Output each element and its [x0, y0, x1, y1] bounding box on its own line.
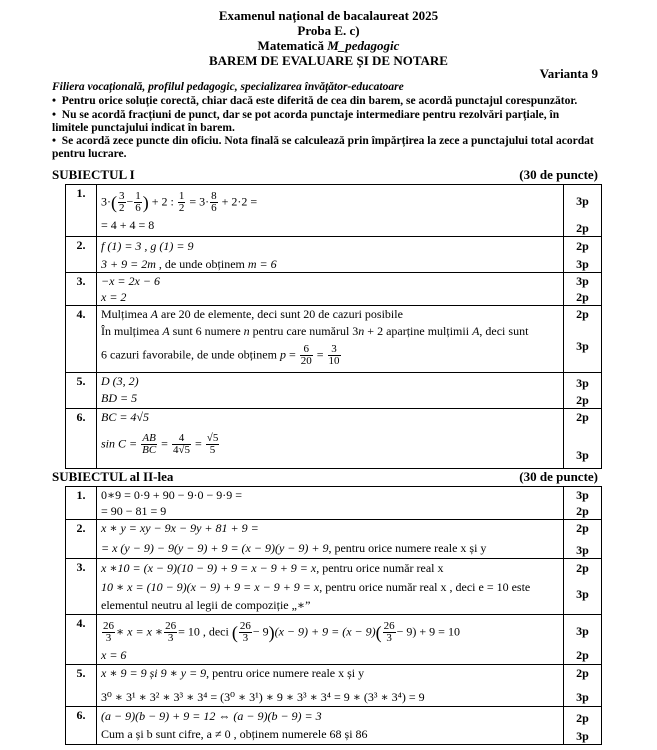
s2-r5-p1: 2p — [576, 666, 589, 680]
s1-r2-result: m = 6 — [247, 257, 277, 271]
s1-row-2-num: 2. — [66, 237, 97, 273]
s2-row-2-content — [97, 520, 564, 559]
s2-r3-p1: 2p — [576, 561, 589, 575]
track-line: Filiera vocațională, profilul pedagogic, specializarea învățător-educatoare — [52, 81, 404, 93]
s1-row-3 — [66, 273, 602, 306]
s1-r6-line-a: BC = 4√5 — [101, 410, 150, 424]
s2-row-4-pts — [564, 615, 602, 665]
s2-r1-p2: 2p — [576, 504, 589, 518]
s2-r1-line-b: = 90 − 81 = 9 — [101, 504, 167, 518]
s1-r4-p2: 3p — [576, 339, 589, 353]
s1-r2-text: , de unde obținem — [158, 257, 245, 271]
s1-row-6-content — [97, 409, 564, 469]
s2-r5-a2: , pentru orice numere reale x și y — [206, 666, 365, 680]
s2-row-1-pts — [564, 487, 602, 520]
s2-r4-p2: 2p — [576, 648, 589, 662]
s2-r1-p1: 3p — [576, 488, 589, 502]
s1-row-5 — [66, 373, 602, 409]
subject2-table — [65, 486, 602, 745]
s1-row-1 — [66, 185, 602, 237]
s1-r4-a1: Mulțimea — [101, 307, 148, 321]
s2-r3-p2: 3p — [576, 587, 589, 601]
s2-row-1-num: 1. — [66, 487, 97, 520]
s1-r4-b5: , deci sunt — [479, 324, 529, 338]
frac: $\frac{26}{3}$ — [383, 620, 395, 644]
exam-subject — [0, 38, 657, 53]
s1-r4-line-b: În mulțimea A sunt 6 numere n pentru care numărul 3n + 2 aparține mulțimii A, deci sunt — [101, 324, 529, 338]
s2-r4-a4: (x − 9) + 9 = (x − 9) — [274, 624, 376, 639]
s1-row-1-content — [97, 185, 564, 237]
s2-row-4 — [66, 615, 602, 665]
s2-r5-line-b: 3⁰ ∗ 3¹ ∗ 3² ∗ 3³ ∗ 3⁴ = (3⁰ ∗ 3¹) ∗ 9 ∗ 3³ ∗ 3⁴ = 9 ∗ (3³ ∗ 3⁴) = 9 — [101, 690, 425, 704]
s1-row-2-content — [97, 237, 564, 273]
s2-r4-line-a: $\frac{26}{3}$ ∗ x = x ∗ $\frac{26}{3}$ = 10 , deci ( $\frac{26}{3}$ − 9)(x − 9) + 9 = (x − 9)( $\frac{26}{3}$ − 9) + 9 = 10 — [103, 620, 460, 644]
s2-r3-a2: , pentru orice număr real x — [316, 561, 444, 575]
s1-r4-b2: sunt 6 numere — [172, 324, 241, 338]
s1-r4-b3: pentru care numărul — [252, 324, 350, 338]
s1-row-1-pts — [564, 185, 602, 237]
s2-row-2-pts — [564, 520, 602, 559]
s2-r4-line-b: x = 6 — [101, 648, 127, 662]
s1-row-6-num: 6. — [66, 409, 97, 469]
subject1-table — [65, 184, 602, 469]
s2-row-5-num: 5. — [66, 665, 97, 707]
s1-row-5-num: 5. — [66, 373, 97, 409]
s2-r2-line-b — [101, 541, 559, 556]
s1-row-4-pts — [564, 306, 602, 373]
s1-row-4-num: 4. — [66, 306, 97, 373]
s1-r1-line-b: = 4 + 4 = 8 — [101, 218, 155, 232]
subject1-title: SUBIECTUL I — [52, 167, 135, 182]
frac: $\frac{8}{6}$ — [211, 190, 217, 214]
s2-r3-b1: 10 ∗ x = (10 − 9)(x − 9) + 9 = x − 9 + 9 = x — [101, 580, 320, 594]
s2-r2-text: , pentru orice numere reale x și y — [328, 541, 487, 555]
s2-r2-p2: 3p — [576, 543, 589, 557]
s1-r4-line-a: Mulțimea A are 20 de elemente, deci sunt 20 de cazuri posibile — [101, 307, 403, 321]
s2-row-2-num: 2. — [66, 520, 97, 559]
s1-row-4-content — [97, 306, 564, 373]
s2-r3-line-a — [101, 561, 559, 576]
exam-title: Examenul național de bacalaureat 2025 — [218, 8, 439, 23]
s2-r3-line-b — [101, 580, 559, 595]
bullet-2-text: Nu se acordă fracțiuni de punct, dar se pot acorda punctaje intermediare pentru rezolvări parțiale, în limitele punctajului indicat în barem. — [52, 109, 560, 134]
subject-prefix: Matematică — [257, 38, 328, 53]
s2-r6-line-a: (a − 9)(b − 9) + 9 = 12 ⇔ (a − 9)(b − 9) = 3 — [101, 709, 322, 723]
s1-r2-line-a: f (1) = 3 , g (1) = 9 — [101, 239, 194, 253]
s1-r6-p1: 2p — [576, 410, 589, 424]
s1-r1-line-a: 3·( $\frac{3}{2}$ − $\frac{1}{6}$ ) + 2 : $\frac{1}{2}$ = 3· $\frac{8}{6}$ + 2·2 = — [101, 190, 258, 214]
s2-r2-eq: = x (y − 9) − 9(y − 9) + 9 = (x − 9)(y − 9) + 9 — [101, 541, 329, 555]
s2-row-1 — [66, 487, 602, 520]
s2-r5-a1: x ∗ 9 = 9 și 9 ∗ y = 9 — [101, 666, 207, 680]
s2-r4-p1: 3p — [576, 624, 589, 638]
s2-row-6-pts — [564, 707, 602, 745]
subject2-points: (30 de puncte) — [519, 469, 598, 484]
s1-row-2 — [66, 237, 602, 273]
s2-r3-line-c: elementul neutru al legii de compoziție „∗” — [101, 598, 311, 612]
s2-row-3-num: 3. — [66, 559, 97, 615]
s1-r1-p1: 3p — [576, 194, 589, 208]
s2-row-5-content — [97, 665, 564, 707]
subject1-points: (30 de puncte) — [519, 167, 598, 182]
s1-r2-eq: 3 + 9 = 2m — [101, 257, 156, 271]
s1-r2-line-b — [101, 257, 559, 272]
s1-row-6 — [66, 409, 602, 469]
s1-r1-p2: 2p — [576, 221, 589, 235]
bullet-3: • Se acordă zece puncte din oficiu. Nota finală se calculează prin împărțirea la zece a punctajului total acordat pentru lucrare. — [52, 135, 594, 160]
frac: $\frac{4}{4√5}$ — [172, 432, 190, 456]
s2-row-6-num: 6. — [66, 707, 97, 745]
s2-r2-p1: 2p — [576, 521, 589, 535]
s2-row-4-num: 4. — [66, 615, 97, 665]
s2-row-4-content — [97, 615, 564, 665]
s1-row-1-num: 1. — [66, 185, 97, 237]
s1-row-4 — [66, 306, 602, 373]
s1-row-3-content — [97, 273, 564, 306]
frac: $\frac{AB}{BC}$ — [142, 432, 157, 456]
s1-r4-c1: 6 cazuri favorabile, de unde obținem — [101, 347, 277, 362]
frac: $\frac{3}{10}$ — [328, 343, 340, 367]
s1-row-2-pts — [564, 237, 602, 273]
bullet-3-text: Se acordă zece puncte din oficiu. Nota finală se calculează prin împărțirea la zece a punctajului total acordat pentru lucrare. — [52, 135, 594, 160]
s2-r3-a1: x ∗10 = (x − 9)(10 − 9) + 9 = x − 9 + 9 = x — [101, 561, 317, 575]
exam-test: Proba E. c) — [297, 23, 360, 38]
s2-row-3-content — [97, 559, 564, 615]
s2-r1-line-a: 0∗9 = 0·9 + 90 − 9·0 − 9·9 = — [101, 488, 242, 502]
bullet-2: • Nu se acordă fracțiuni de punct, dar se pot acorda punctaje intermediare pentru rezolvări parțiale, în limitele punctajului indicat în barem. — [52, 109, 560, 134]
s1-r5-line-a: D (3, 2) — [101, 374, 139, 388]
s1-r1-eq: = — [250, 194, 258, 209]
s1-r3-line-b: x = 2 — [101, 290, 127, 304]
bullet-1: • Pentru orice soluție corectă, chiar dacă este diferită de cea din barem, se acordă punctajul corespunzător. — [52, 95, 578, 107]
s1-r5-p1: 3p — [576, 376, 589, 390]
s2-r5-line-a — [101, 666, 559, 681]
frac: $\frac{3}{2}$ — [119, 190, 125, 214]
s2-row-6-content — [97, 707, 564, 745]
s1-r6-line-b: sin C = $\frac{AB}{BC}$ = $\frac{4}{4√5}$ = $\frac{√5}{5}$ — [101, 432, 219, 456]
s2-r6-line-b: Cum a și b sunt cifre, a ≠ 0 , obținem numerele 68 și 86 — [101, 727, 368, 741]
frac: $\frac{1}{2}$ — [178, 190, 185, 214]
variant-label: Varianta 9 — [539, 66, 598, 81]
s1-r4-b1: În mulțimea — [101, 324, 160, 338]
frac: $\frac{26}{3}$ — [239, 620, 251, 644]
s1-r3-p2: 2p — [576, 290, 589, 304]
s1-r4-line-c: 6 cazuri favorabile, de unde obținem p = $\frac{6}{20}$ = $\frac{3}{10}$ — [101, 343, 340, 367]
s1-r2-p2: 3p — [576, 257, 589, 271]
frac: $\frac{1}{6}$ — [135, 190, 141, 214]
s2-r2-line-a: x ∗ y = xy − 9x − 9y + 81 + 9 = — [101, 521, 259, 535]
s1-r4-p1: 2p — [576, 307, 589, 321]
document-title: BAREM DE EVALUARE ȘI DE NOTARE — [209, 53, 448, 68]
frac: $\frac{√5}{5}$ — [206, 432, 219, 456]
s1-r3-line-a: −x = 2x − 6 — [101, 274, 160, 288]
s2-r6-p1: 2p — [576, 711, 589, 725]
s2-r4-a2: = 10 , deci — [178, 624, 229, 639]
s1-r5-p2: 2p — [576, 393, 589, 407]
subject-italic: M_pedagogic — [327, 38, 400, 53]
frac: $\frac{6}{20}$ — [300, 343, 312, 367]
s2-row-5-pts — [564, 665, 602, 707]
s1-r2-p1: 2p — [576, 239, 589, 253]
s1-row-6-pts — [564, 409, 602, 469]
s2-row-3 — [66, 559, 602, 615]
s1-r5-line-b: BD = 5 — [101, 391, 138, 405]
s2-row-5 — [66, 665, 602, 707]
bullet-1-text: Pentru orice soluție corectă, chiar dacă este diferită de cea din barem, se acordă punctajul corespunzător. — [61, 95, 578, 107]
s2-r6-p2: 3p — [576, 729, 589, 743]
s2-r4-a6: − 9) + 9 = 10 — [396, 624, 460, 639]
s2-row-6 — [66, 707, 602, 745]
s2-r5-p2: 3p — [576, 690, 589, 704]
s1-r4-a2: are 20 de elemente, deci sunt 20 de cazuri posibile — [161, 307, 403, 321]
s1-r6-b1: sin C = — [101, 436, 138, 451]
s1-r3-p1: 3p — [576, 274, 589, 288]
s1-r6-p2: 3p — [576, 448, 589, 462]
frac: $\frac{26}{3}$ — [165, 620, 177, 644]
s2-row-3-pts — [564, 559, 602, 615]
s1-row-5-pts — [564, 373, 602, 409]
s1-row-3-num: 3. — [66, 273, 97, 306]
s2-row-2 — [66, 520, 602, 559]
s2-row-1-content — [97, 487, 564, 520]
s1-row-5-content — [97, 373, 564, 409]
frac: $\frac{26}{3}$ — [103, 620, 114, 644]
s1-row-3-pts — [564, 273, 602, 306]
s1-r4-b4: aparține mulțimii — [386, 324, 470, 338]
s2-r3-b2: , pentru orice număr real x , deci e = 10 este — [319, 580, 531, 594]
subject2-title: SUBIECTUL al II-lea — [52, 469, 174, 484]
